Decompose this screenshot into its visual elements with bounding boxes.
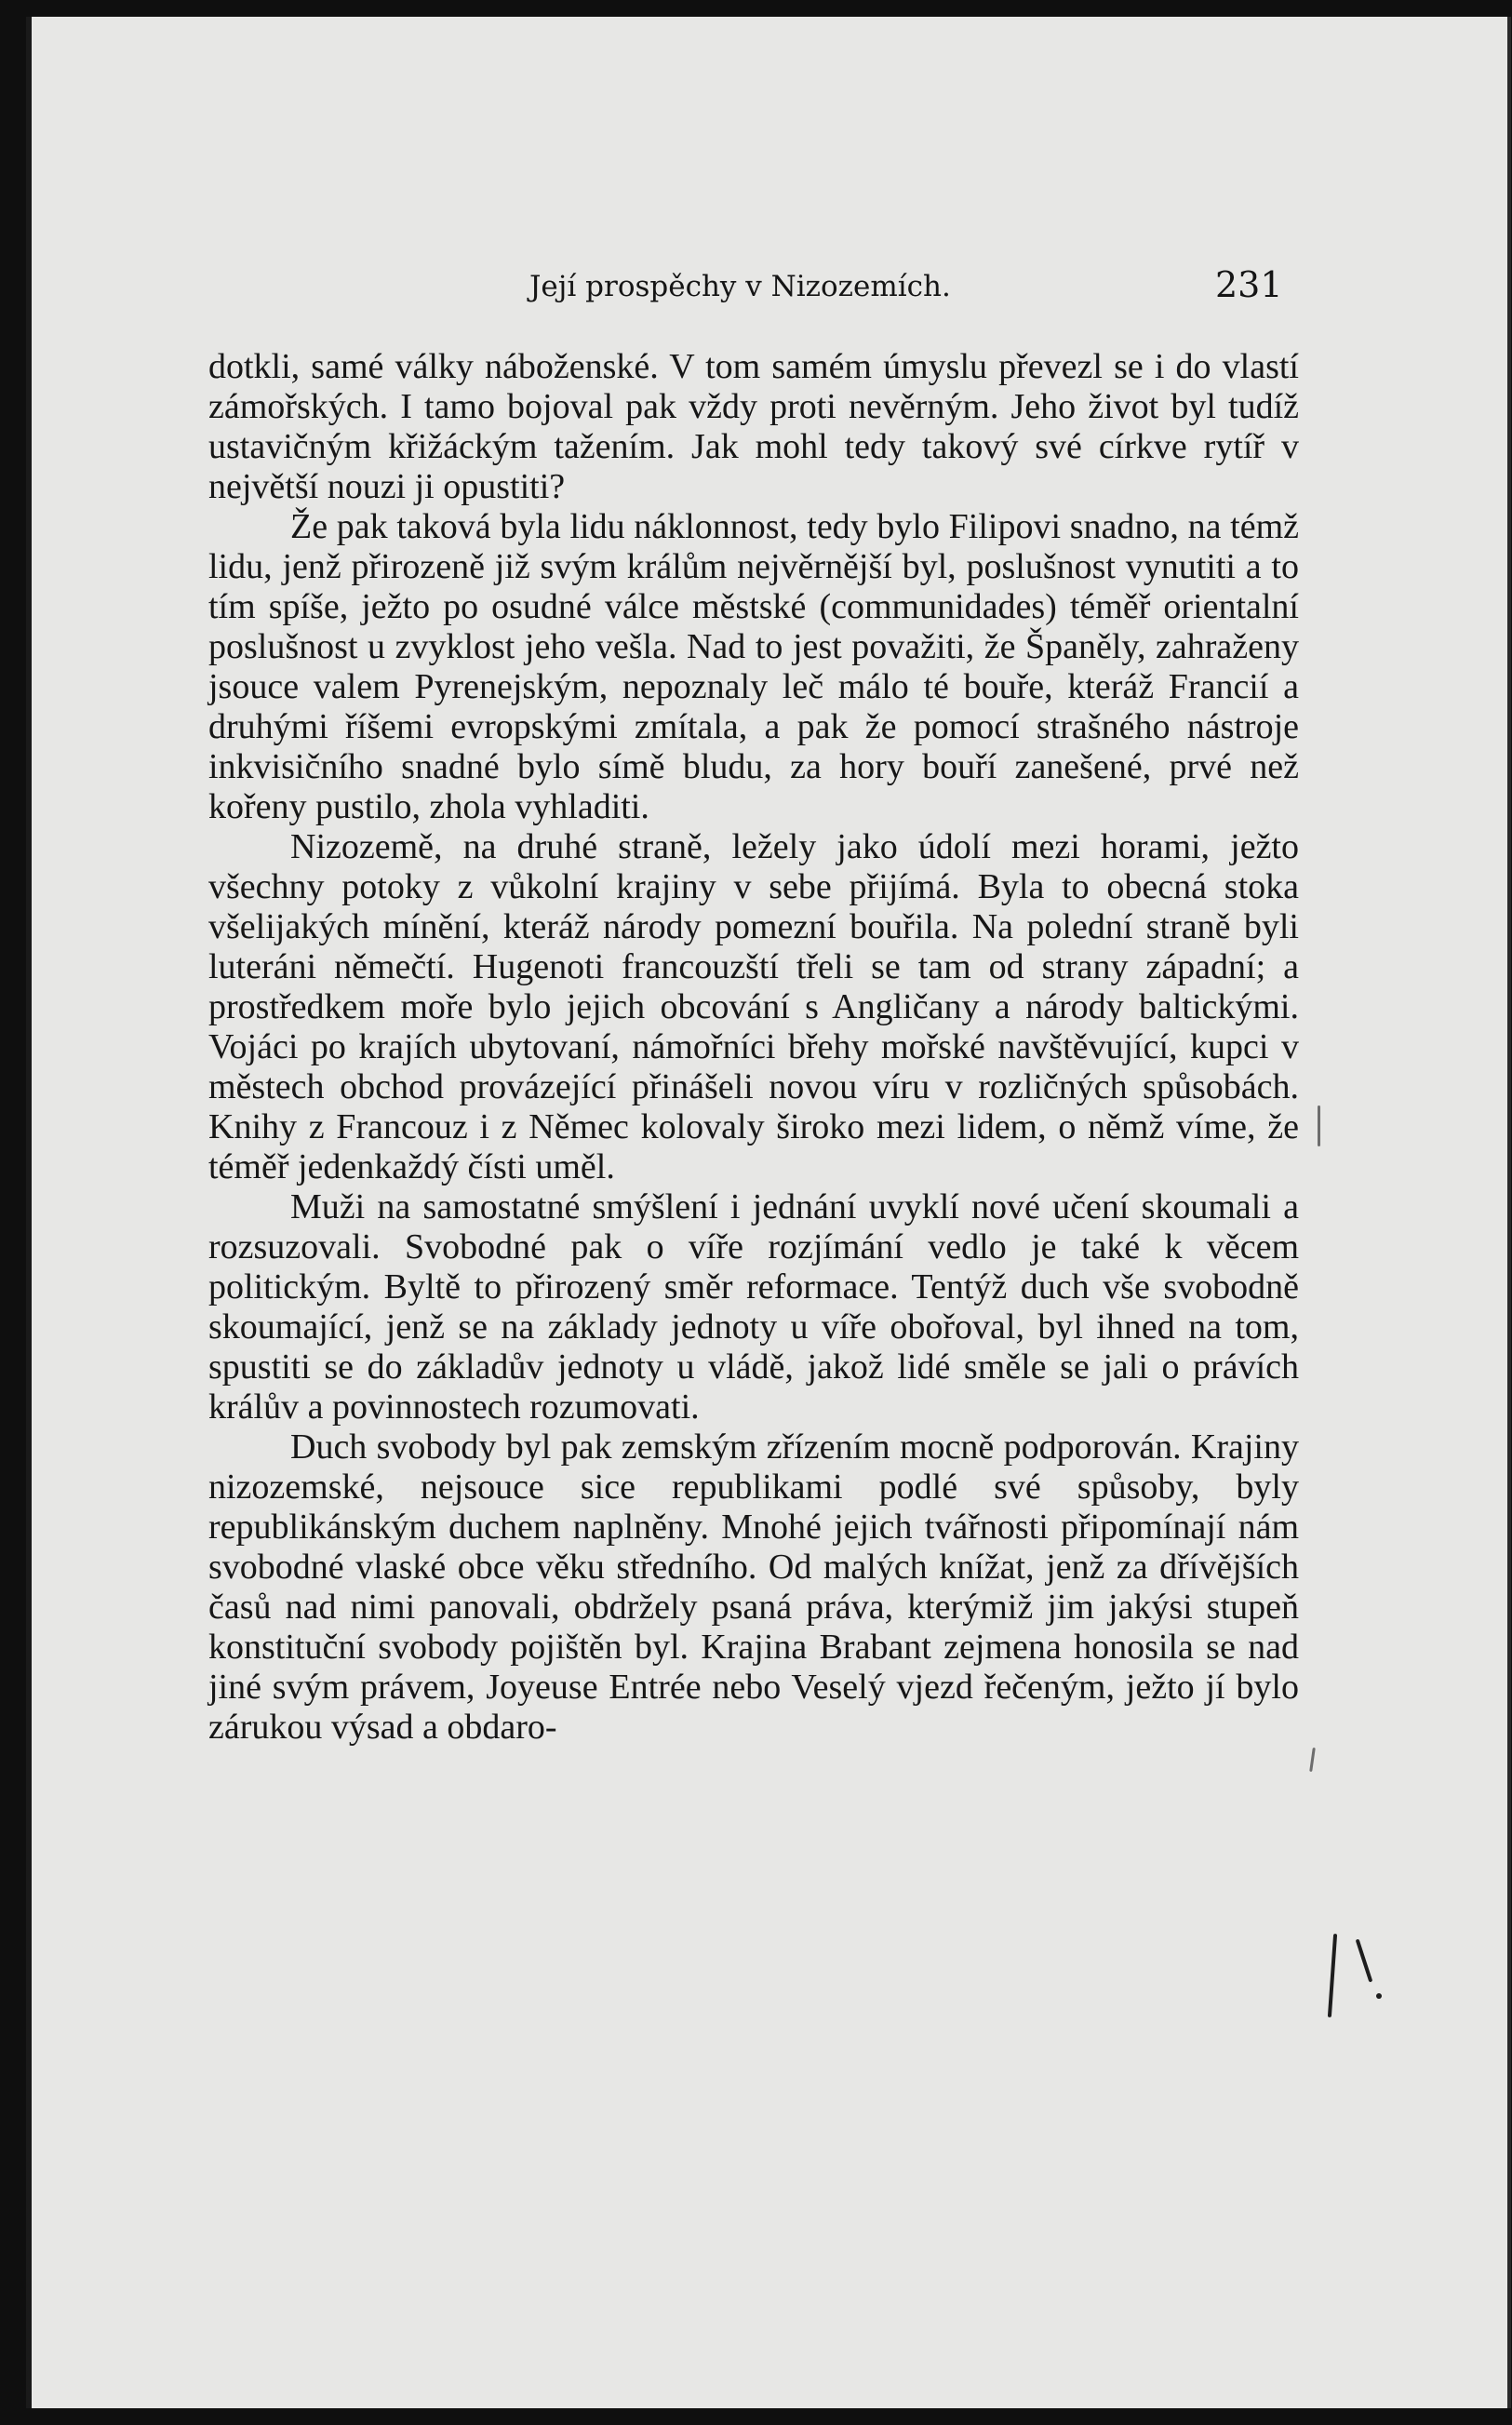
page-header — [32, 264, 1511, 320]
book-page — [26, 17, 1511, 2408]
scan-edge — [1507, 17, 1511, 2408]
margin-pencil-mark — [1356, 1939, 1373, 1983]
paragraph: Duch svobody byl pak zemským zřízením mocně podporován. Krajiny nizozemské, nejsouce sice republikami podlé své spůsoby, byly republikánským duchem naplněny. Mnohé jejich tvářnosti připomínají nám svobodné vlaské obce věku středního. Od malých knížat, jenž za dřívějších časů nad nimi panovali, obdržely psaná práva, kterýmiž jim jakýsi stupeň konstituční svobody pojištěn byl. Krajina Brabant zejmena honosila se nad jiné svým právem, Joyeuse Entrée nebo Veselý vjezd řečeným, ježto jí bylo zárukou výsad a obdaro- — [208, 1427, 1299, 1747]
body-text — [208, 347, 1299, 1748]
margin-pencil-mark — [1309, 1748, 1316, 1772]
running-title: Její prospěchy v Nizozemích. — [529, 270, 951, 303]
paragraph: Nizozemě, na druhé straně, ležely jako údolí mezi horami, ježto všechny potoky z vůkolní krajiny v sebe přijímá. Byla to obecná stoka všelijakých mínění, kteráž národy pomezní bouřila. Na polední straně byli luteráni němečtí. Hugenoti francouzští třeli se tam od strany západní; a prostředkem moře bylo jejich obcování s Angličany a národy baltickými. Vojáci po krajích ubytovaní, námořníci břehy mořské navštěvující, kupci v městech obchod provázející přinášeli novou víru v rozličných spůsobách. Knihy z Francouz i z Němec kolovaly široko mezi lidem, o němž víme, že téměř jedenkaždý čísti uměl. — [208, 827, 1299, 1186]
paragraph: Muži na samostatné smýšlení i jednání uvyklí nové učení skoumali a rozsuzovali. Svobodné pak o víře rozjímání vedlo je také k věcem politickým. Byltě to přirozený směr reformace. Tentýž duch vše svobodně skoumající, jenž se na základy jednoty u víře obořoval, byl ihned na tom, spustiti se do základův jednoty u vládě, jakož lidé směle se jali o právích králův a povinnostech rozumovati. — [208, 1187, 1299, 1427]
page-number: 231 — [1215, 264, 1283, 305]
margin-pencil-mark — [1318, 1105, 1320, 1146]
paragraph: dotkli, samé války náboženské. V tom samém úmyslu převezl se i do vlastí zámořských. I tamo bojoval pak vždy proti nevěrným. Jeho život byl tudíž ustavičným křižáckým tažením. Jak mohl tedy takový své církve rytíř v největší nouzi ji opustiti? — [208, 347, 1299, 506]
margin-pencil-mark — [1376, 1993, 1382, 1999]
paragraph: Že pak taková byla lidu náklonnost, tedy bylo Filipovi snadno, na témž lidu, jenž přirozeně již svým králům nejvěrnější byl, poslušnost vynutiti a to tím spíše, ježto po osudné válce městské (communidades) téměř orientalní poslušnost u zvyklost jeho vešla. Nad to jest považiti, že Španěly, zahraženy jsouce valem Pyrenejským, nepoznaly leč málo té bouře, kteráž Francií a druhými říšemi evropskými zmítala, a pak že pomocí strašného nástroje inkvisičního snadné bylo símě bludu, za hory bouří zanešené, prvé než kořeny pustilo, zhola vyhladiti. — [208, 507, 1299, 826]
margin-pencil-mark — [1328, 1934, 1337, 2017]
